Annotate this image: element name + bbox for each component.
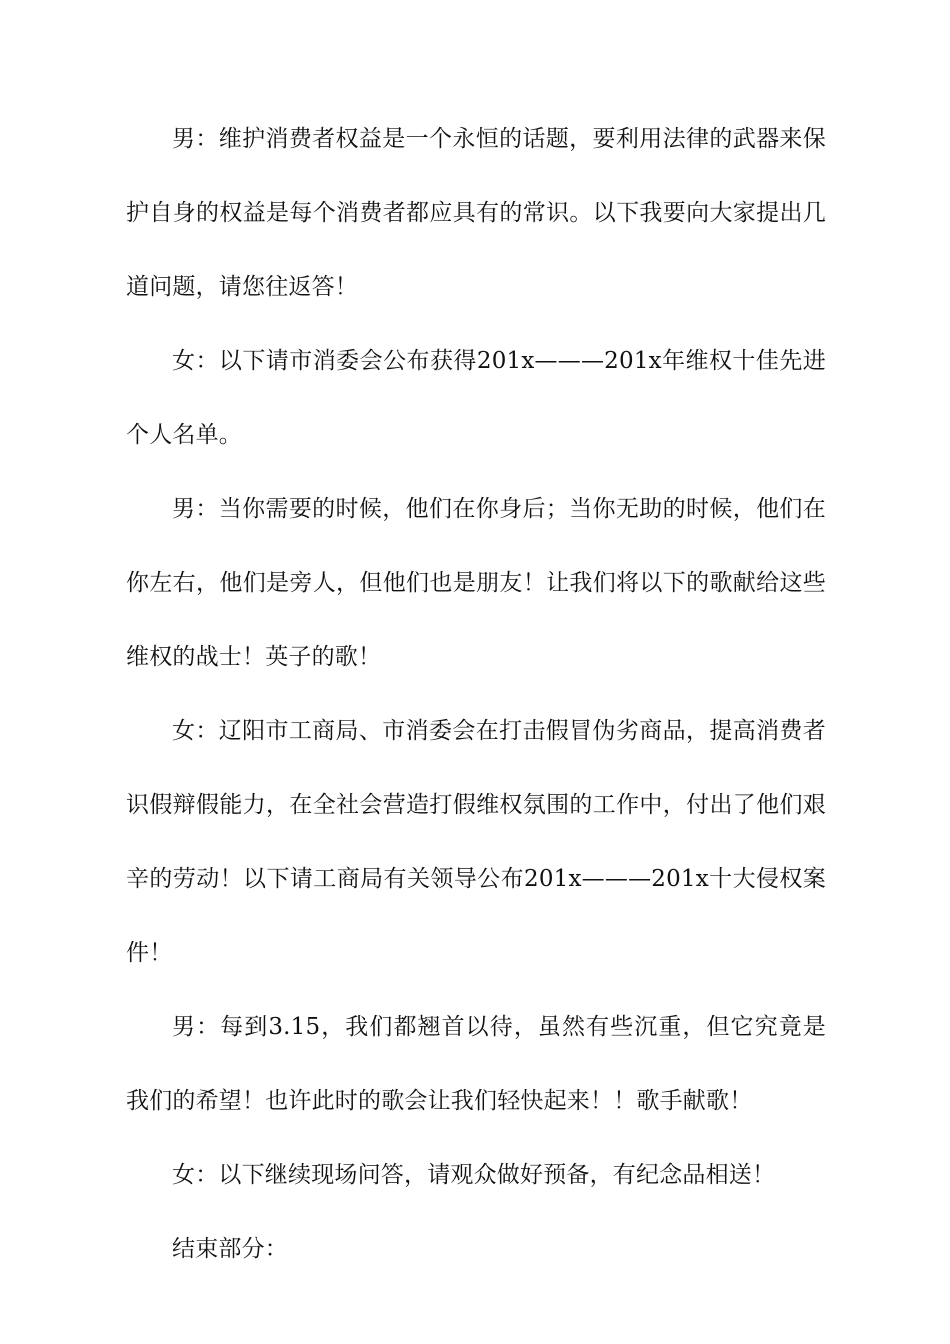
document-body (126, 102, 826, 1286)
paragraph-4: 女：辽阳市工商局、市消委会在打击假冒伪劣商品，提高消费者识假辩假能力，在全社会营造打假维权氛围的工作中，付出了他们艰辛的劳动！以下请工商局有关领导公布201x———201x十大侵权案件！ (126, 718, 826, 966)
section-heading-ending: 结束部分： (172, 1236, 288, 1262)
paragraph-1: 男：维护消费者权益是一个永恒的话题，要利用法律的武器来保护自身的权益是每个消费者都应具有的常识。以下我要向大家提出几道问题，请您往返答！ (126, 126, 826, 300)
paragraph-2: 女：以下请市消委会公布获得201x———201x年维权十佳先进个人名单。 (126, 348, 826, 448)
paragraph-6: 女：以下继续现场问答，请观众做好预备，有纪念品相送！ (172, 1162, 776, 1188)
paragraph-3: 男：当你需要的时候，他们在你身后；当你无助的时候，他们在你左右，他们是旁人，但他们也是朋友！让我们将以下的歌献给这些维权的战士！英子的歌！ (126, 496, 826, 670)
paragraph-5: 男：每到3.15，我们都翘首以待，虽然有些沉重，但它究竟是我们的希望！也许此时的歌会让我们轻快起来！！歌手献歌！ (126, 1014, 826, 1114)
